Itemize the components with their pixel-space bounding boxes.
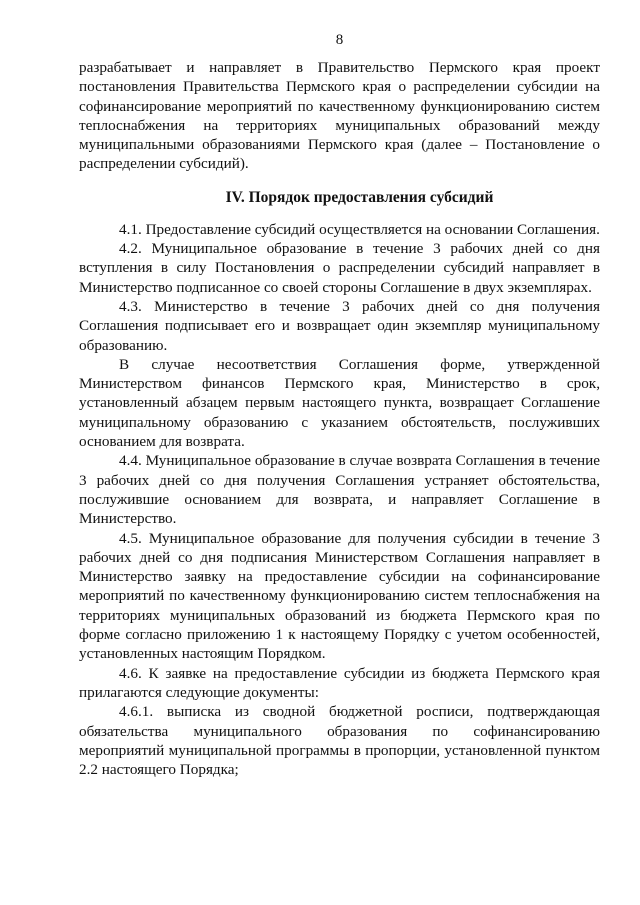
- section-heading: IV. Порядок предоставления субсидий: [225, 188, 494, 206]
- page-number: 8: [335, 32, 344, 48]
- paragraph-4-5: 4.5. Муниципальное образование для получения субсидии в течение 3 рабочих дней со дня подписания Министерством Соглашения направляет в Министерство заявку на предоставление субсидии на софинансирование мероприятий по качественному функционированию систем теплоснабжения на территориях муниципальных образований из бюджета Пермского края по форме согласно приложению 1 к настоящему Порядку с учетом особенностей, установленных настоящим Порядком.: [79, 529, 600, 663]
- paragraph-4-3-nonconformity: В случае несоответствия Соглашения форме, утвержденной Министерством финансов Пермского края, Министерство в срок, установленный абзацем первым настоящего пункта, возвращает Соглашение муниципальному образованию с указанием обстоятельств, послуживших основанием для возврата.: [79, 355, 600, 451]
- intro-paragraph: разрабатывает и направляет в Правительство Пермского края проект постановления Правительства Пермского края о распределении субсидии на софинансирование мероприятий по качественному функционированию систем теплоснабжения на территориях муниципальных образований между муниципальными образованиями Пермского края (далее – Постановление о распределении субсидий).: [79, 59, 600, 173]
- paragraph-4-6: 4.6. К заявке на предоставление субсидии из бюджета Пермского края прилагаются следующие документы:: [79, 664, 600, 701]
- paragraph-4-6-1: 4.6.1. выписка из сводной бюджетной росписи, подтверждающая обязательства муниципального образования по софинансированию мероприятий муниципальной программы в пропорции, установленной пунктом 2.2 настоящего Порядка;: [79, 703, 600, 779]
- paragraph-4-1: 4.1. Предоставление субсидий осуществляется на основании Соглашения.: [119, 220, 600, 238]
- paragraph-4-2: 4.2. Муниципальное образование в течение 3 рабочих дней со дня вступления в силу Постановления о распределении субсидий направляет в Министерство подписанное со своей стороны Соглашение в двух экземплярах.: [79, 240, 600, 296]
- paragraph-4-3: 4.3. Министерство в течение 3 рабочих дней со дня получения Соглашения подписывает его и возвращает один экземпляр муниципальному образованию.: [79, 297, 600, 354]
- paragraph-4-4: 4.4. Муниципальное образование в случае возврата Соглашения в течение 3 рабочих дней со дня получения Соглашения устраняет обстоятельства, послужившие основанием для возврата, и направляет Соглашение в Министерство.: [79, 452, 600, 528]
